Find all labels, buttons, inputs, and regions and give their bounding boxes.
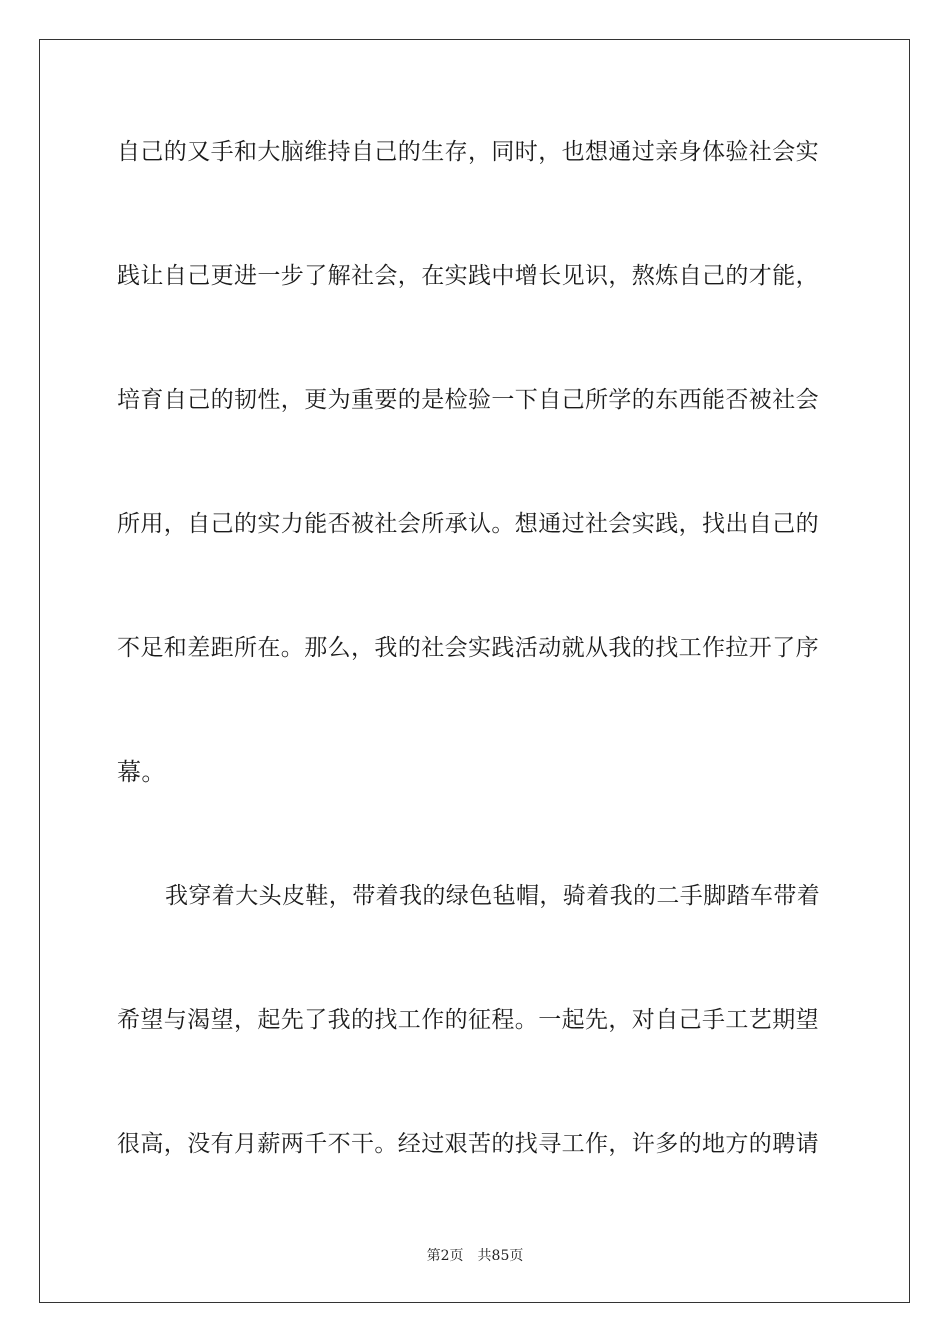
text-line-4: 所用，自己的实力能否被社会所承认。想通过社会实践，找出自己的	[117, 511, 819, 537]
text-line-3: 培育自己的韧性，更为重要的是检验一下自己所学的东西能否被社会	[117, 387, 819, 413]
page-number: 第2页	[426, 1248, 464, 1264]
text-line-2: 践让自己更进一步了解社会，在实践中增长见识，熬炼自己的才能，	[117, 263, 819, 289]
page-footer	[0, 1247, 950, 1265]
page-border	[39, 39, 910, 1303]
text-line-7: 我穿着大头皮鞋，带着我的绿色毡帽，骑着我的二手脚踏车带着	[165, 883, 821, 909]
page-total: 共85页	[477, 1248, 524, 1264]
text-line-8: 希望与渴望，起先了我的找工作的征程。一起先，对自己手工艺期望	[117, 1007, 819, 1033]
text-line-6: 幕。	[117, 758, 166, 786]
text-line-9: 很高，没有月薪两千不干。经过艰苦的找寻工作，许多的地方的聘请	[117, 1131, 819, 1157]
text-line-5: 不足和差距所在。那么，我的社会实践活动就从我的找工作拉开了序	[117, 635, 819, 661]
text-line-1: 自己的又手和大脑维持自己的生存，同时，也想通过亲身体验社会实	[117, 139, 819, 165]
